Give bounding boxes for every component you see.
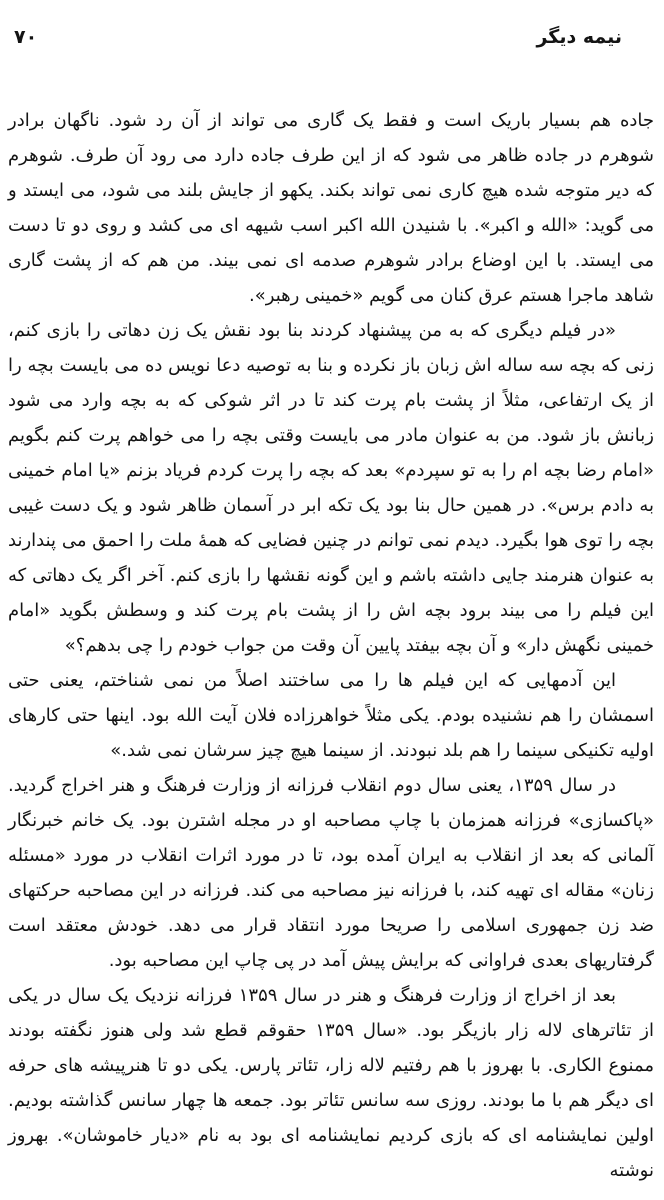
page-title: نیمه دیگر — [536, 26, 622, 48]
paragraph-1: جاده هم بسیار باریک است و فقط یک گاری می تواند از آن رد شود. ناگهان برادر شوهرم در جاده ظاهر می شود که از این طرف جاده دارد می رود آن طرف. شوهرم که دیر متوجه شده هیچ کاری نمی تواند بکند. یکهو از جایش بلند می شود، می ایستد و می گوید: «الله و اکبر». با شنیدن الله اکبر اسب شیهه ای می کشد و روی دو تا دست می ایستد. با این اوضاع برادر شوهرم صدمه ای نمی بیند. من هم که از پشت گاری شاهد ماجرا هستم عرق کنان می گویم «خمینی رهبر». — [8, 110, 654, 306]
page-header — [0, 0, 664, 48]
paragraph-3: این آدمهایی که این فیلم ها را می ساختند اصلاً من نمی شناختم، یعنی حتی اسمشان را هم نشنیده بودم. یکی مثلاً خواهرزاده فلان آیت الله بود. اینها حتی کارهای اولیه تکنیکی سینما را هم بلد نبودند. از سینما هیچ چیز سرشان نمی شد.» — [8, 670, 654, 761]
page-number: ۷۰ — [14, 26, 38, 48]
paragraph-2: «در فیلم دیگری که به من پیشنهاد کردند بنا بود نقش یک زن دهاتی را بازی کنم، زنی که بچه سه ساله اش زبان باز نکرده و بنا به توصیه دعا نویس ده می بایست بچه را از یک ارتفاعی، مثلاً از پشت بام پرت کند تا در اثر شوکی که به بچه وارد می شود زبانش باز شود. من به عنوان مادر می بایست وقتی بچه را می خواهم پرت کنم بگویم «امام رضا بچه ام را به تو سپردم» بعد که بچه را پرت کردم فریاد بزنم «یا امام خمینی به دادم برس». در همین حال بنا بود یک تکه ابر در آسمان ظاهر شود و یک دست غیبی بچه را توی هوا بگیرد. دیدم نمی توانم در چنین فضایی که همهٔ ملت را احمق می پندارند به عنوان هنرمند جایی داشته باشم و این گونه نقشها را بازی کنم. آخر اگر یک دهاتی که این فیلم را می بیند برود بچه اش را از پشت بام پرت کند و وسطش بگوید «امام خمینی نگهش دار» و آن بچه بیفتد پایین آن وقت من جواب خودم را چی بدهم؟» — [8, 320, 654, 656]
page-body — [0, 103, 664, 1188]
paragraph-4: در سال ۱۳۵۹، یعنی سال دوم انقلاب فرزانه از وزارت فرهنگ و هنر اخراج گردید. «پاکسازی» فرزانه همزمان با چاپ مصاحبه او در مجله اشترن بود. یک خانم خبرنگار آلمانی که بعد از انقلاب به ایران آمده بود، تا در مورد اثرات انقلاب در مورد «مسئله زنان» مقاله ای تهیه کند، با فرزانه نیز مصاحبه می کند. فرزانه در این مصاحبه حرکتهای ضد زن جمهوری اسلامی را صریحا مورد انتقاد قرار می دهد. خودش معتقد است گرفتاریهای بعدی فراوانی که برایش پیش آمد در پی چاپ این مصاحبه بود. — [8, 775, 654, 971]
paragraph-5: بعد از اخراج از وزارت فرهنگ و هنر در سال ۱۳۵۹ فرزانه نزدیک یک سال در یکی از تئاترهای لاله زار بازیگر بود. «سال ۱۳۵۹ حقوقم قطع شد ولی هنوز نگفته بودند ممنوع الکاری. با بهروز با هم رفتیم لاله زار، تئاتر پارس. یکی دو تا هنرپیشه های حرفه ای دیگر هم با ما بودند. روزی سه سانس تئاتر بود. جمعه ها چهار سانس گذاشته بودیم. اولین نمایشنامه ای که بازی کردیم نمایشنامه ای بود به نام «دیار خاموشان». بهروز نوشته — [8, 985, 654, 1181]
